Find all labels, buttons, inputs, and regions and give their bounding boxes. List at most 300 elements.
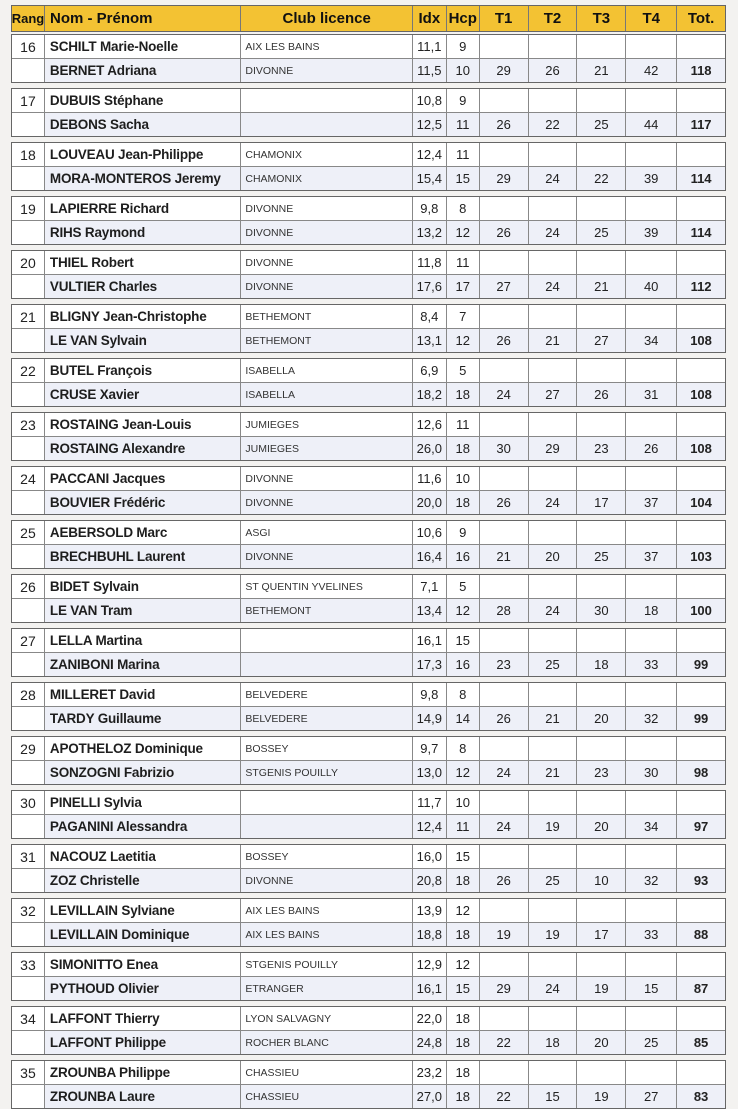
- idx-value: 8,4: [413, 305, 447, 328]
- total-score: 108: [690, 441, 712, 456]
- total-score: 98: [693, 765, 709, 780]
- rank-cell: [12, 1085, 45, 1108]
- club-name: AIX LES BAINS: [241, 923, 413, 946]
- t1-score: [480, 737, 529, 760]
- player-name: RIHS Raymond: [45, 221, 241, 244]
- table-row: [12, 629, 725, 652]
- t4-score: [626, 251, 677, 274]
- player-name: BRECHBUHL Laurent: [45, 545, 241, 568]
- hcp-value: 15: [447, 629, 480, 652]
- club-name: ISABELLA: [241, 359, 413, 382]
- t4-score: [626, 89, 677, 112]
- player-name: DEBONS Sacha: [45, 113, 241, 136]
- club-name: [241, 791, 413, 814]
- idx-value: 18,8: [413, 923, 447, 946]
- total-score: 88: [693, 927, 709, 942]
- t4-score: [626, 791, 677, 814]
- hcp-value: 9: [447, 521, 480, 544]
- total-score: 99: [693, 711, 709, 726]
- hcp-value: 15: [447, 977, 480, 1000]
- idx-value: 17,3: [413, 653, 447, 676]
- hcp-value: 11: [447, 251, 480, 274]
- total-score: [677, 521, 725, 544]
- t4-score: 27: [626, 1085, 677, 1108]
- header-t4: T4: [626, 6, 677, 31]
- t3-score: [577, 845, 626, 868]
- t3-score: 20: [577, 707, 626, 730]
- club-name: JUMIEGES: [241, 413, 413, 436]
- t2-score: [529, 737, 578, 760]
- t4-score: [626, 413, 677, 436]
- t1-score: 26: [480, 491, 529, 514]
- t1-score: 19: [480, 923, 529, 946]
- hcp-value: 11: [447, 413, 480, 436]
- club-name: CHAMONIX: [241, 143, 413, 166]
- table-header: [11, 5, 726, 32]
- rank-cell: 24: [12, 467, 45, 490]
- t3-score: 27: [577, 329, 626, 352]
- t2-score: [529, 359, 578, 382]
- t1-score: 27: [480, 275, 529, 298]
- t2-score: [529, 683, 578, 706]
- rank-cell: 17: [12, 89, 45, 112]
- hcp-value: 12: [447, 761, 480, 784]
- total-score: 83: [693, 1089, 709, 1104]
- idx-value: 13,9: [413, 899, 447, 922]
- player-name: ZROUNBA Laure: [45, 1085, 241, 1108]
- t2-score: [529, 143, 578, 166]
- club-name: [241, 653, 413, 676]
- rank-cell: 18: [12, 143, 45, 166]
- total-score: 99: [693, 657, 709, 672]
- player-name: ROSTAING Alexandre: [45, 437, 241, 460]
- club-name: CHASSIEU: [241, 1061, 413, 1084]
- t1-score: 24: [480, 761, 529, 784]
- hcp-value: 11: [447, 143, 480, 166]
- t3-score: [577, 899, 626, 922]
- club-name: BOSSEY: [241, 737, 413, 760]
- t1-score: 22: [480, 1085, 529, 1108]
- t1-score: [480, 143, 529, 166]
- rank-cell: [12, 275, 45, 298]
- header-tot: Tot.: [687, 10, 715, 27]
- rank-cell: 28: [12, 683, 45, 706]
- hcp-value: 9: [447, 89, 480, 112]
- total-score: [677, 845, 725, 868]
- t2-score: [529, 413, 578, 436]
- total-score: 118: [690, 63, 712, 78]
- idx-value: 11,7: [413, 791, 447, 814]
- t1-score: [480, 197, 529, 220]
- t1-score: 29: [480, 59, 529, 82]
- rank-cell: 25: [12, 521, 45, 544]
- total-score: [677, 629, 725, 652]
- idx-value: 11,1: [413, 35, 447, 58]
- t1-score: [480, 953, 529, 976]
- hcp-value: 17: [447, 275, 480, 298]
- header-hcp: Hcp: [447, 6, 480, 31]
- idx-value: 15,4: [413, 167, 447, 190]
- rank-cell: 32: [12, 899, 45, 922]
- club-name: DIVONNE: [241, 545, 413, 568]
- hcp-value: 15: [447, 845, 480, 868]
- club-name: BETHEMONT: [241, 305, 413, 328]
- t4-score: [626, 845, 677, 868]
- player-name: LAFFONT Philippe: [45, 1031, 241, 1054]
- t4-score: [626, 521, 677, 544]
- idx-value: 16,0: [413, 845, 447, 868]
- club-name: BOSSEY: [241, 845, 413, 868]
- player-name: PYTHOUD Olivier: [45, 977, 241, 1000]
- t2-score: [529, 521, 578, 544]
- table-row: [12, 652, 725, 676]
- results-table: [11, 5, 726, 1109]
- rank-cell: [12, 707, 45, 730]
- club-name: ISABELLA: [241, 383, 413, 406]
- t4-score: [626, 575, 677, 598]
- club-name: AIX LES BAINS: [241, 899, 413, 922]
- rank-cell: 23: [12, 413, 45, 436]
- table-row: [12, 922, 725, 946]
- t2-score: [529, 1007, 578, 1030]
- hcp-value: 16: [447, 653, 480, 676]
- team-group: [11, 34, 726, 83]
- club-name: DIVONNE: [241, 251, 413, 274]
- t4-score: 25: [626, 1031, 677, 1054]
- t2-score: [529, 197, 578, 220]
- rank-cell: 34: [12, 1007, 45, 1030]
- table-row: [12, 359, 725, 382]
- total-score: 93: [693, 873, 709, 888]
- t2-score: [529, 89, 578, 112]
- t2-score: 25: [529, 869, 578, 892]
- club-name: BELVEDERE: [241, 683, 413, 706]
- t1-score: 26: [480, 707, 529, 730]
- t2-score: 15: [529, 1085, 578, 1108]
- team-group: [11, 952, 726, 1001]
- t1-score: 26: [480, 113, 529, 136]
- t4-score: 39: [626, 167, 677, 190]
- hcp-value: 18: [447, 1007, 480, 1030]
- rank-cell: 35: [12, 1061, 45, 1084]
- rank-cell: 30: [12, 791, 45, 814]
- table-row: [12, 143, 725, 166]
- total-score: [677, 899, 725, 922]
- table-row: [12, 1007, 725, 1030]
- player-name: APOTHELOZ Dominique: [45, 737, 241, 760]
- header-rank: Rang: [12, 6, 45, 31]
- team-group: [11, 358, 726, 407]
- table-row: [12, 544, 725, 568]
- club-name: STGENIS POUILLY: [241, 761, 413, 784]
- t2-score: [529, 467, 578, 490]
- table-row: [12, 328, 725, 352]
- player-name: CRUSE Xavier: [45, 383, 241, 406]
- team-group: [11, 628, 726, 677]
- table-row: [12, 899, 725, 922]
- hcp-value: 11: [447, 113, 480, 136]
- club-name: DIVONNE: [241, 275, 413, 298]
- t2-score: 24: [529, 275, 578, 298]
- t4-score: 15: [626, 977, 677, 1000]
- rank-cell: [12, 383, 45, 406]
- rank-cell: [12, 113, 45, 136]
- club-name: JUMIEGES: [241, 437, 413, 460]
- player-name: BOUVIER Frédéric: [45, 491, 241, 514]
- t4-score: [626, 305, 677, 328]
- hcp-value: 18: [447, 1085, 480, 1108]
- total-score: [677, 791, 725, 814]
- club-name: AIX LES BAINS: [241, 35, 413, 58]
- total-score: 87: [693, 981, 709, 996]
- t3-score: 17: [577, 491, 626, 514]
- t4-score: [626, 629, 677, 652]
- t2-score: 21: [529, 329, 578, 352]
- t3-score: [577, 413, 626, 436]
- t3-score: [577, 143, 626, 166]
- idx-value: 20,0: [413, 491, 447, 514]
- club-name: ETRANGER: [241, 977, 413, 1000]
- table-row: [12, 467, 725, 490]
- idx-value: 13,1: [413, 329, 447, 352]
- idx-value: 20,8: [413, 869, 447, 892]
- player-name: LEVILLAIN Dominique: [45, 923, 241, 946]
- idx-value: 14,9: [413, 707, 447, 730]
- t1-score: [480, 89, 529, 112]
- t4-score: [626, 1007, 677, 1030]
- t1-score: [480, 413, 529, 436]
- t2-score: 19: [529, 923, 578, 946]
- t3-score: 25: [577, 545, 626, 568]
- t3-score: [577, 197, 626, 220]
- t1-score: 26: [480, 221, 529, 244]
- hcp-value: 10: [447, 791, 480, 814]
- rank-cell: [12, 437, 45, 460]
- team-group: [11, 844, 726, 893]
- rank-cell: [12, 167, 45, 190]
- total-score: [677, 953, 725, 976]
- total-score: [677, 89, 725, 112]
- t4-score: [626, 35, 677, 58]
- t4-score: 39: [626, 221, 677, 244]
- hcp-value: 11: [447, 815, 480, 838]
- hcp-value: 12: [447, 953, 480, 976]
- t4-score: [626, 197, 677, 220]
- player-name: PINELLI Sylvia: [45, 791, 241, 814]
- header-t3: T3: [577, 6, 626, 31]
- t1-score: 28: [480, 599, 529, 622]
- rank-cell: 16: [12, 35, 45, 58]
- hcp-value: 12: [447, 329, 480, 352]
- player-name: LEVILLAIN Sylviane: [45, 899, 241, 922]
- total-score: 114: [690, 171, 712, 186]
- t2-score: 29: [529, 437, 578, 460]
- player-name: LE VAN Tram: [45, 599, 241, 622]
- t2-score: 25: [529, 653, 578, 676]
- player-name: MORA-MONTEROS Jeremy: [45, 167, 241, 190]
- hcp-value: 18: [447, 383, 480, 406]
- t3-score: 20: [577, 815, 626, 838]
- t3-score: [577, 251, 626, 274]
- idx-value: 10,8: [413, 89, 447, 112]
- t4-score: 40: [626, 275, 677, 298]
- t1-score: 29: [480, 167, 529, 190]
- idx-value: 27,0: [413, 1085, 447, 1108]
- t2-score: 19: [529, 815, 578, 838]
- team-group: [11, 196, 726, 245]
- t3-score: [577, 89, 626, 112]
- t1-score: 30: [480, 437, 529, 460]
- team-group: [11, 88, 726, 137]
- hcp-value: 12: [447, 221, 480, 244]
- t3-score: 19: [577, 977, 626, 1000]
- t1-score: [480, 575, 529, 598]
- idx-value: 12,6: [413, 413, 447, 436]
- idx-value: 9,7: [413, 737, 447, 760]
- table-row: [12, 845, 725, 868]
- table-row: [12, 575, 725, 598]
- rank-cell: 29: [12, 737, 45, 760]
- idx-value: 18,2: [413, 383, 447, 406]
- t1-score: [480, 467, 529, 490]
- table-row: [12, 112, 725, 136]
- club-name: CHAMONIX: [241, 167, 413, 190]
- total-score: [677, 35, 725, 58]
- table-row: [12, 436, 725, 460]
- t3-score: 18: [577, 653, 626, 676]
- t1-score: 24: [480, 815, 529, 838]
- t1-score: [480, 251, 529, 274]
- t2-score: [529, 305, 578, 328]
- team-group: [11, 304, 726, 353]
- idx-value: 13,4: [413, 599, 447, 622]
- total-score: 104: [690, 495, 712, 510]
- t1-score: [480, 521, 529, 544]
- t1-score: [480, 35, 529, 58]
- hcp-value: 5: [447, 359, 480, 382]
- total-score: [677, 575, 725, 598]
- t2-score: [529, 791, 578, 814]
- player-name: ZROUNBA Philippe: [45, 1061, 241, 1084]
- t1-score: 21: [480, 545, 529, 568]
- table-row: [12, 868, 725, 892]
- t2-score: 24: [529, 221, 578, 244]
- t3-score: [577, 575, 626, 598]
- total-score: 103: [690, 549, 712, 564]
- table-row: [12, 521, 725, 544]
- rank-cell: [12, 761, 45, 784]
- t3-score: 23: [577, 761, 626, 784]
- header-idx: Idx: [413, 6, 447, 31]
- hcp-value: 8: [447, 683, 480, 706]
- t1-score: 29: [480, 977, 529, 1000]
- t2-score: [529, 899, 578, 922]
- t3-score: [577, 737, 626, 760]
- t2-score: 24: [529, 491, 578, 514]
- t1-score: [480, 359, 529, 382]
- idx-value: 9,8: [413, 683, 447, 706]
- club-name: [241, 815, 413, 838]
- t3-score: [577, 35, 626, 58]
- t2-score: [529, 251, 578, 274]
- rank-cell: [12, 653, 45, 676]
- t2-score: 26: [529, 59, 578, 82]
- t3-score: [577, 1007, 626, 1030]
- total-score: [677, 197, 725, 220]
- t2-score: 21: [529, 761, 578, 784]
- player-name: BIDET Sylvain: [45, 575, 241, 598]
- t1-score: 26: [480, 329, 529, 352]
- idx-value: 10,6: [413, 521, 447, 544]
- total-score: [677, 413, 725, 436]
- idx-value: 9,8: [413, 197, 447, 220]
- idx-value: 6,9: [413, 359, 447, 382]
- player-name: LELLA Martina: [45, 629, 241, 652]
- club-name: [241, 113, 413, 136]
- t4-score: 32: [626, 869, 677, 892]
- table-row: [12, 814, 725, 838]
- club-name: DIVONNE: [241, 467, 413, 490]
- total-score: [677, 1061, 725, 1084]
- rank-cell: [12, 59, 45, 82]
- table-row: [12, 58, 725, 82]
- rank-cell: [12, 491, 45, 514]
- idx-value: 16,4: [413, 545, 447, 568]
- t2-score: 18: [529, 1031, 578, 1054]
- total-score: [677, 251, 725, 274]
- t3-score: [577, 467, 626, 490]
- rank-cell: 19: [12, 197, 45, 220]
- player-name: BLIGNY Jean-Christophe: [45, 305, 241, 328]
- t1-score: [480, 629, 529, 652]
- rank-cell: [12, 869, 45, 892]
- team-group: [11, 142, 726, 191]
- t1-score: [480, 1061, 529, 1084]
- table-row: [12, 382, 725, 406]
- t4-score: [626, 683, 677, 706]
- t3-score: 10: [577, 869, 626, 892]
- t3-score: [577, 1061, 626, 1084]
- t4-score: 30: [626, 761, 677, 784]
- club-name: ROCHER BLANC: [241, 1031, 413, 1054]
- hcp-value: 12: [447, 899, 480, 922]
- player-name: AEBERSOLD Marc: [45, 521, 241, 544]
- club-name: DIVONNE: [241, 869, 413, 892]
- t4-score: 37: [626, 491, 677, 514]
- t3-score: 25: [577, 113, 626, 136]
- club-name: DIVONNE: [241, 491, 413, 514]
- t4-score: 42: [626, 59, 677, 82]
- t1-score: [480, 791, 529, 814]
- t4-score: 26: [626, 437, 677, 460]
- player-name: NACOUZ Laetitia: [45, 845, 241, 868]
- total-score: [677, 467, 725, 490]
- t2-score: 27: [529, 383, 578, 406]
- idx-value: 12,9: [413, 953, 447, 976]
- player-name: LE VAN Sylvain: [45, 329, 241, 352]
- t3-score: [577, 521, 626, 544]
- t3-score: 20: [577, 1031, 626, 1054]
- team-group: [11, 1060, 726, 1109]
- team-group: [11, 412, 726, 461]
- table-row: [12, 1030, 725, 1054]
- t4-score: [626, 899, 677, 922]
- club-name: [241, 629, 413, 652]
- hcp-value: 9: [447, 35, 480, 58]
- club-name: BETHEMONT: [241, 599, 413, 622]
- header-t2: T2: [529, 6, 578, 31]
- t4-score: [626, 143, 677, 166]
